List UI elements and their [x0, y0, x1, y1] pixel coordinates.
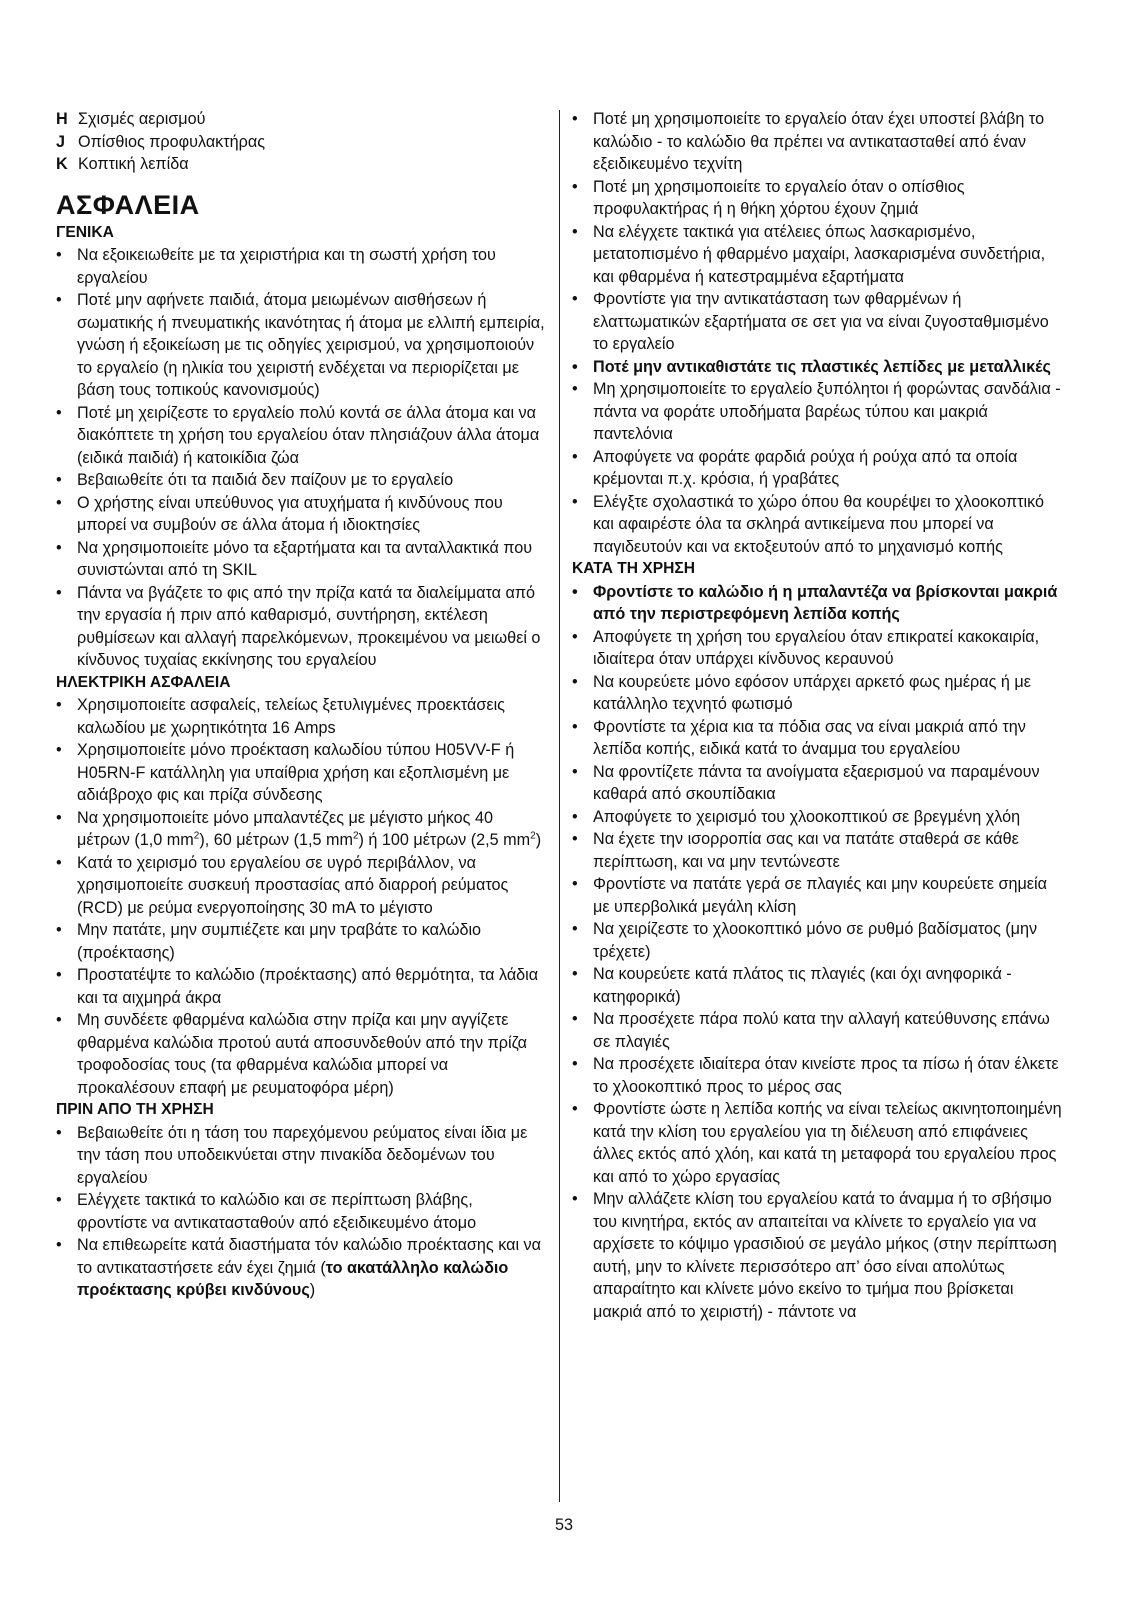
superscript: 2 — [352, 830, 359, 842]
list-item: • Χρησιμοποιείτε μόνο προέκταση καλωδίου τύπου H05VV-F ή H05RN-F κατάλληλη για υπαίθρια χρήση και εξοπλισμένη με αδιάβροχο φις και πρίζα σύνδεσης — [56, 739, 546, 807]
cable-text-3: ) ή 100 μέτρων (2,5 mm — [358, 831, 531, 850]
right-column — [572, 108, 1065, 1323]
list-item: • Μη χρησιμοποιείτε το εργαλείο ξυπόλητοι ή φορώντας σανδάλια - πάντα να φοράτε υποδήματα βαρέως τύπου και μακριά παντελόνια — [572, 378, 1065, 446]
section-heading-before-use: ΠΡΙΝ ΑΠΟ ΤΗ ΧΡΗΣΗ — [56, 1101, 214, 1119]
superscript: 2 — [193, 830, 200, 842]
part-item — [56, 153, 546, 176]
list-item: • Να εξοικειωθείτε με τα χειριστήρια και τη σωστή χρήση του εργαλείου — [56, 244, 546, 289]
list-item: • Να χειρίζεστε το χλοοκοπτικό μόνο σε ρυθμό βαδίσματος (μην τρέχετε) — [572, 918, 1065, 963]
left-column — [56, 108, 546, 1302]
list-item: • Να κουρεύετε μόνο εφόσον υπάρχει αρκετό φως ημέρας ή με κατάλληλο τεχνητό φωτισμό — [572, 671, 1065, 716]
list-item: • Ποτέ μην αφήνετε παιδιά, άτομα μειωμένων αισθήσεων ή σωματικής ή πνευματικής ικανότητας ή άτομα με ελλιπή εμπειρία, γνώση ή εξοικείωση με τις οδηγίες χειρισμού, να χρησιμοποιούν το εργαλείο (η ηλικία του χειριστή ενδέχεται να περιορίζεται με βάση τους τοπικούς κανονισμούς) — [56, 289, 546, 402]
part-text: Οπίσθιος προφυλακτήρας — [78, 132, 266, 151]
list-item: • Ελέγξτε σχολαστικά το χώρο όπου θα κουρέψει το χλοοκοπτικό και αφαιρέστε όλα τα σκληρά αντικείμενα που μπορεί να παγιδευτούν και να εκτοξευτούν από το μηχανισμό κοπής — [572, 491, 1065, 559]
before-use-list-continued — [572, 108, 1065, 558]
part-text: Κοπτική λεπίδα — [78, 155, 189, 174]
list-item: • Μην αλλάζετε κλίση του εργαλείου κατά το άναμμα ή το σβήσιμο του κινητήρα, εκτός αν απαιτείται να κλίνετε το εργαλείο για να αρχίσετε το κόψιμο γρασιδιού σε μεγάλο μήκος (στην περίπτωση αυτή, μην το κλίνετε περισσότερο απ’ όσο είναι απολύτως απαραίτητο και κλίνετε μόνο εκείνο το τμήμα που βρίσκεται μακριά από το χειριστή) - πάντοτε να — [572, 1188, 1065, 1323]
part-letter: K — [56, 155, 68, 174]
inspect-end: ) — [309, 1281, 316, 1300]
part-item — [56, 131, 546, 154]
list-item: • Φροντίστε το καλώδιο ή η μπαλαντέζα να βρίσκονται μακριά από την περιστρεφόμενη λεπίδα κοπής — [572, 581, 1065, 626]
list-item: • Ποτέ μην αντικαθιστάτε τις πλαστικές λεπίδες με μεταλλικές — [572, 356, 1065, 379]
list-item: • Ποτέ μη χειρίζεστε το εργαλείο πολύ κοντά σε άλλα άτομα και να διακόπτετε τη χρήση του εργαλείου όταν πλησιάζουν άλλα άτομα (ειδικά παιδιά) ή κατοικίδια ζώα — [56, 402, 546, 470]
part-letter: J — [56, 132, 66, 151]
list-item: • Να προσέχετε πάρα πολύ κατα την αλλαγή κατεύθυνσης επάνω σε πλαγιές — [572, 1008, 1065, 1053]
superscript: 2 — [530, 830, 536, 842]
list-item: • Να φροντίζετε πάντα τα ανοίγματα εξαερισμού να παραμένουν καθαρά από σκουπίδακια — [572, 761, 1065, 806]
parts-list — [56, 108, 546, 176]
list-item: • Φροντίστε για την αντικατάσταση των φθαρμένων ή ελαττωματικών εξαρτήματα σε σετ για να είναι ζυγοσταθμισμένο το εργαλείο — [572, 288, 1065, 356]
general-list — [56, 244, 546, 672]
list-item: • Βεβαιωθείτε ότι η τάση του παρεχόμενου ρεύματος είναι ίδια με την τάση που υποδεικνύεται στην πινακίδα δεδομένων του εργαλείου — [56, 1122, 546, 1190]
before-use-list — [56, 1122, 546, 1302]
list-item: • Προστατέψτε το καλώδιο (προέκτασης) από θερμότητα, τα λάδια και τα αιχμηρά άκρα — [56, 964, 546, 1009]
list-item: • Πάντα να βγάζετε το φις από την πρίζα κατά τα διαλείμματα από την εργασία ή πριν από καθαρισμό, συντήρηση, εκτέλεση ρυθμίσεων και αλλαγή παρελκόμενων, προκειμένου να μειωθεί ο κίνδυνος τυχαίας εκκίνησης του εργαλείου — [56, 582, 546, 672]
list-item: • Αποφύγετε τη χρήση του εργαλείου όταν επικρατεί κακοκαιρία, ιδιαίτερα όταν υπάρχει κίνδυνος κεραυνού — [572, 626, 1065, 671]
list-item: • Ο χρήστης είναι υπεύθυνος για ατυχήματα ή κινδύνους που μπορεί να συμβούν σε άλλα άτομα ή ιδιοκτησίες — [56, 492, 546, 537]
inspect-warning: το ακατάλληλο καλώδιο προέκτασης κρύβει κινδύνους — [77, 1258, 509, 1300]
cable-text-2: ), 60 μέτρων (1,5 mm — [199, 831, 353, 850]
cable-text-4: ) — [535, 831, 542, 850]
part-letter: H — [56, 110, 68, 128]
list-item: • Ποτέ μη χρησιμοποιείτε το εργαλείο όταν ο οπίσθιος προφυλακτήρας ή η θήκη χόρτου έχουν ζημιά — [572, 176, 1065, 221]
list-item: • Να χρησιμοποιείτε μόνο τα εξαρτήματα και τα ανταλλακτικά που συνιστώνται από τη SKIL — [56, 537, 546, 582]
list-item-cable-length — [56, 807, 546, 852]
list-item: • Να έχετε την ισορροπία σας και να πατάτε σταθερά σε κάθε περίπτωση, και να μην τεντώνεστε — [572, 828, 1065, 873]
page-number: 53 — [554, 1516, 573, 1534]
list-item: • Ποτέ μη χρησιμοποιείτε το εργαλείο όταν έχει υποστεί βλάβη το καλώδιο - το καλώδιο θα πρέπει να αντικατασταθεί από έναν εξειδικευμένο τεχνίτη — [572, 108, 1065, 176]
list-item: • Μην πατάτε, μην συμπιέζετε και μην τραβάτε το καλώδιο (προέκτασης) — [56, 919, 546, 964]
list-item: • Βεβαιωθείτε ότι τα παιδιά δεν παίζουν με το εργαλείο — [56, 469, 546, 492]
page-title: ΑΣΦΑΛΕΙΑ — [56, 189, 200, 220]
electrical-list — [56, 694, 546, 1099]
list-item: • Κατά το χειρισμό του εργαλείου σε υγρό περιβάλλον, να χρησιμοποιείτε συσκευή προστασίας από διαρροή ρεύματος (RCD) με ρεύμα ενεργοποίησης 30 mA το μέγιστο — [56, 852, 546, 920]
list-item: • Να προσέχετε ιδιαίτερα όταν κινείστε προς τα πίσω ή όταν έλκετε το χλοοκοπτικό προς το μέρος σας — [572, 1053, 1065, 1098]
part-item — [56, 108, 546, 131]
list-item: • Αποφύγετε το χειρισμό του χλοοκοπτικού σε βρεγμένη χλόη — [572, 806, 1065, 829]
list-item: • Ελέγχετε τακτικά το καλώδιο και σε περίπτωση βλάβης, φροντίστε να αντικατασταθούν από εξειδικευμένο άτομο — [56, 1189, 546, 1234]
during-use-list — [572, 581, 1065, 1324]
list-item: • Να κουρεύετε κατά πλάτος τις πλαγιές (και όχι ανηφορικά - κατηφορικά) — [572, 963, 1065, 1008]
list-item: • Να ελέγχετε τακτικά για ατέλειες όπως λασκαρισμένο, μετατοπισμένο ή φθαρμένο μαχαίρι, λασκαρισμένα συνδετήρια, και φθαρμένα ή κατεστραμμένα εξαρτήματα — [572, 221, 1065, 289]
cable-text-1: Να χρησιμοποιείτε μόνο μπαλαντέζες με μέγιστο μήκος 40 μέτρων (1,0 mm — [77, 808, 493, 850]
list-item: • Χρησιμοποιείτε ασφαλείς, τελείως ξετυλιγμένες προεκτάσεις καλωδίου με χωρητικότητα 16 Amps — [56, 694, 546, 739]
list-item-extension-inspect — [56, 1234, 546, 1302]
section-heading-general: ΓΕΝΙΚΑ — [56, 223, 114, 241]
list-item: • Φροντίστε να πατάτε γερά σε πλαγιές και μην κουρεύετε σημεία με υπερβολικά μεγάλη κλίση — [572, 873, 1065, 918]
list-item: • Αποφύγετε να φοράτε φαρδιά ρούχα ή ρούχα από τα οποία κρέμονται π.χ. κρόσια, ή γραβάτες — [572, 446, 1065, 491]
part-text: Σχισμές αερισμού — [78, 110, 206, 128]
list-item: • Μη συνδέετε φθαρμένα καλώδια στην πρίζα και μην αγγίζετε φθαρμένα καλώδια προτού αυτά αποσυνδεθούν από την πρίζα τροφοδοσίας τους (τα φθαρμένα καλώδια μπορεί να προκαλέσουν επαφή με ρευματοφόρα μέρη) — [56, 1009, 546, 1099]
column-divider — [559, 110, 560, 1502]
inspect-text: Να επιθεωρείτε κατά διαστήματα τόν καλώδιο προέκτασης και να το αντικαταστήσετε εάν έχει ζημιά ( — [77, 1236, 541, 1277]
list-item: • Φροντίστε ώστε η λεπίδα κοπής να είναι τελείως ακινητοποιημένη κατά την κλίση του εργαλείου για τη διέλευση από επιφάνειες άλλες εκτός από χλόη, και κατά τη μεταφορά του εργαλείου προς και από το χώρο εργασίας — [572, 1098, 1065, 1188]
section-heading-electrical: ΗΛΕΚΤΡΙΚΗ ΑΣΦΑΛΕΙΑ — [56, 673, 231, 691]
list-item: • Φροντίστε τα χέρια κια τα πόδια σας να είναι μακριά από την λεπίδα κοπής, ειδικά κατά το άναμμα του εργαλείου — [572, 716, 1065, 761]
section-heading-during-use: ΚΑΤΑ ΤΗ ΧΡΗΣΗ — [572, 560, 695, 577]
